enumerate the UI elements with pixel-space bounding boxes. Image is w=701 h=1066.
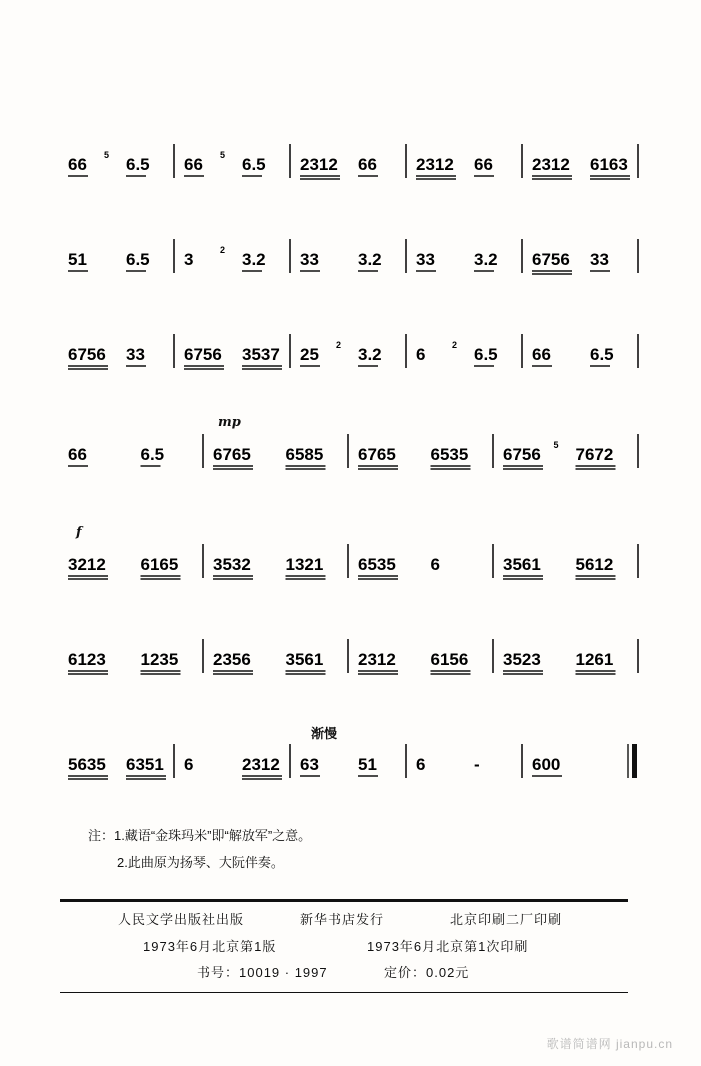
note-group: - — [474, 755, 480, 774]
note-group: 7672 — [575, 445, 614, 464]
tempo-mark: 渐慢 — [311, 726, 338, 741]
grace-note: 2 — [336, 340, 342, 350]
note-group: 33 — [590, 250, 609, 269]
final-barline-thick — [632, 744, 637, 778]
note-group: 3 — [184, 250, 194, 269]
grace-note: 2 — [220, 245, 226, 255]
note-group: 6756 — [503, 445, 541, 464]
watermark: 歌谱简谱网 jianpu.cn — [546, 1037, 673, 1051]
system-svg-3 — [60, 330, 640, 390]
dynamic-mp: mp — [218, 415, 241, 430]
note-group: 66 — [474, 155, 493, 174]
imprint-book-number: 书号：10019 · 1997 — [197, 965, 328, 980]
note-group: 6156 — [430, 650, 469, 669]
note-group: 3.2 — [242, 250, 266, 269]
note-group: 6123 — [68, 650, 106, 669]
note-group: 6535 — [430, 445, 469, 464]
note-group: 3532 — [213, 555, 251, 574]
note-group: 3523 — [503, 650, 541, 669]
note-group: 600 — [532, 755, 561, 774]
grace-note: 5 — [553, 440, 559, 450]
dynamic-f: f — [76, 525, 82, 540]
score-system-2 — [60, 235, 640, 295]
note-group: 2312 — [358, 650, 396, 669]
system-svg-5 — [60, 540, 640, 600]
note-group: 6535 — [358, 555, 396, 574]
note-group: 51 — [68, 250, 87, 269]
system-svg-6 — [60, 635, 640, 695]
imprint-edition: 1973年6月北京第1版 — [143, 939, 277, 954]
note-group: 66 — [358, 155, 377, 174]
note-group: 6351 — [126, 755, 164, 774]
note-group: 1261 — [575, 650, 614, 669]
note-group: 66 — [532, 345, 551, 364]
grace-note: 5 — [104, 150, 110, 160]
note-group: 6 — [416, 755, 426, 774]
footnote-1: 注：1.藏语“金珠玛米”即“解放军”之意。 — [88, 828, 312, 843]
footnote-2: 2.此曲原为扬琴、大阮伴奏。 — [117, 855, 284, 870]
imprint-publisher: 人民文学出版社出版 — [118, 912, 245, 927]
note-group: 6765 — [213, 445, 251, 464]
note-group: 6.5 — [474, 345, 498, 364]
imprint-price: 定价：0.02元 — [384, 965, 470, 980]
note-group: 5612 — [575, 555, 614, 574]
note-group: 2312 — [532, 155, 570, 174]
note-group: 6 — [184, 755, 194, 774]
note-group: 63 — [300, 755, 319, 774]
note-group: 6.5 — [126, 250, 150, 269]
note-group: 2356 — [213, 650, 251, 669]
note-group: 6.5 — [126, 155, 150, 174]
score-system-1 — [60, 140, 640, 200]
score-system-4 — [60, 430, 640, 490]
note-group: 66 — [68, 445, 87, 464]
note-group: 6165 — [140, 555, 179, 574]
note-group: 51 — [358, 755, 377, 774]
note-group: 3.2 — [358, 345, 382, 364]
system-svg-1 — [60, 140, 640, 200]
note-group: 6585 — [285, 445, 324, 464]
score-system-3 — [60, 330, 640, 390]
imprint-printer: 北京印刷二厂印刷 — [450, 912, 563, 927]
note-group: 66 — [68, 155, 87, 174]
note-group: 33 — [416, 250, 435, 269]
note-group: 3.2 — [474, 250, 498, 269]
imprint-distributor: 新华书店发行 — [300, 912, 385, 927]
grace-note: 2 — [452, 340, 458, 350]
note-group: 6.5 — [590, 345, 614, 364]
note-group: 33 — [300, 250, 319, 269]
imprint-printing: 1973年6月北京第1次印刷 — [367, 939, 529, 954]
note-group: 6756 — [532, 250, 570, 269]
note-group: 6 — [416, 345, 426, 364]
note-group: 1235 — [140, 650, 179, 669]
note-group: 3537 — [242, 345, 280, 364]
note-group: 66 — [184, 155, 203, 174]
note-group: 25 — [300, 345, 319, 364]
imprint-rule-top — [60, 899, 628, 902]
note-group: 6 — [430, 555, 440, 574]
note-group: 5635 — [68, 755, 106, 774]
system-svg-7 — [60, 740, 640, 800]
note-group: 3212 — [68, 555, 106, 574]
imprint-rule-bottom — [60, 992, 628, 993]
note-group: 2312 — [300, 155, 338, 174]
system-svg-4 — [60, 430, 640, 490]
note-group: 6.5 — [140, 445, 165, 464]
grace-note: 5 — [220, 150, 226, 160]
note-group: 3561 — [503, 555, 541, 574]
footnotes — [88, 822, 311, 876]
note-group: 3.2 — [358, 250, 382, 269]
note-group: 33 — [126, 345, 145, 364]
note-group: 6163 — [590, 155, 628, 174]
note-group: 2312 — [416, 155, 454, 174]
note-group: 1321 — [285, 555, 324, 574]
score-system-5 — [60, 540, 640, 600]
score-system-6 — [60, 635, 640, 695]
note-group: 6.5 — [242, 155, 266, 174]
note-group: 2312 — [242, 755, 280, 774]
system-svg-2 — [60, 235, 640, 295]
note-group: 3561 — [285, 650, 324, 669]
note-group: 6765 — [358, 445, 396, 464]
note-group: 6756 — [68, 345, 106, 364]
note-group: 6756 — [184, 345, 222, 364]
score-system-7 — [60, 740, 640, 800]
